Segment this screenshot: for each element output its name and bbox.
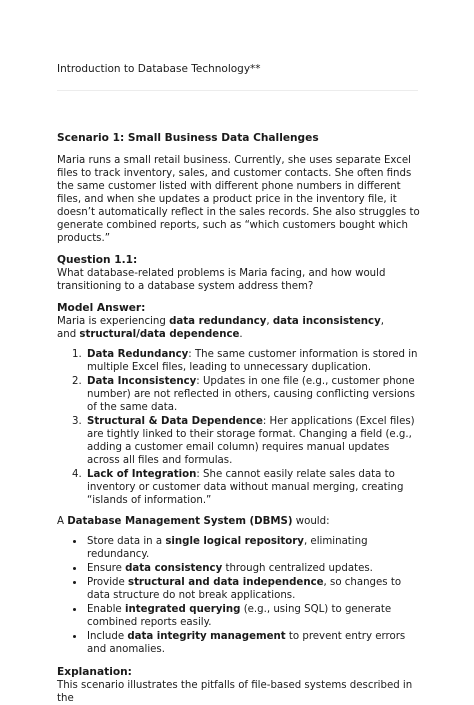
problems-list (57, 348, 424, 507)
list-item: • Ensure data consistency through centralized updates. (85, 562, 424, 575)
list-item: • Provide structural and data independence, so changes to data structure do not break applications. (85, 576, 424, 602)
divider (57, 90, 418, 91)
dbms-intro: A Database Management System (DBMS) would: (57, 516, 330, 527)
explanation-text: This scenario illustrates the pitfalls of file-based systems described in the (57, 680, 413, 704)
answer-intro: Maria is experiencing data redundancy, data inconsistency, and structural/data dependence. (57, 316, 384, 340)
list-item: 3. Structural & Data Dependence: Her applications (Excel files) are tightly linked to their storage format. Changing a field (e.g., adding a customer email column) requires manual updates across all files and formulas. (85, 415, 424, 467)
scenario-heading: Scenario 1: Small Business Data Challenges (57, 132, 319, 144)
answer-heading: Model Answer: (57, 302, 146, 314)
document-title: Introduction to Database Technology** (57, 63, 261, 75)
list-item: • Include data integrity management to prevent entry errors and anomalies. (85, 630, 424, 656)
question-text: What database-related problems is Maria facing, and how would transitioning to a database system address them? (57, 268, 386, 292)
question-heading: Question 1.1: (57, 254, 138, 266)
list-item: • Store data in a single logical repository, eliminating redundancy. (85, 535, 424, 561)
list-item: 4. Lack of Integration: She cannot easily relate sales data to inventory or customer data without manual merging, creating “islands of information.” (85, 468, 424, 507)
list-item: • Enable integrated querying (e.g., using SQL) to generate combined reports easily. (85, 603, 424, 629)
document-body (57, 131, 424, 705)
list-item: 1. Data Redundancy: The same customer information is stored in multiple Excel files, leading to unnecessary duplication. (85, 348, 424, 374)
benefits-list (57, 535, 424, 656)
scenario-description: Maria runs a small retail business. Currently, she uses separate Excel files to track inventory, sales, and customer contacts. She often finds the same customer listed with different phone numbers in different files, and when she updates a product price in the inventory file, it doesn’t automatically reflect in the sales records. She also struggles to generate combined reports, such as “which customers bought which products.” (57, 155, 420, 244)
explanation-heading: Explanation: (57, 666, 132, 678)
list-item: 2. Data Inconsistency: Updates in one file (e.g., customer phone number) are not reflected in others, causing conflicting versions of the same data. (85, 375, 424, 414)
